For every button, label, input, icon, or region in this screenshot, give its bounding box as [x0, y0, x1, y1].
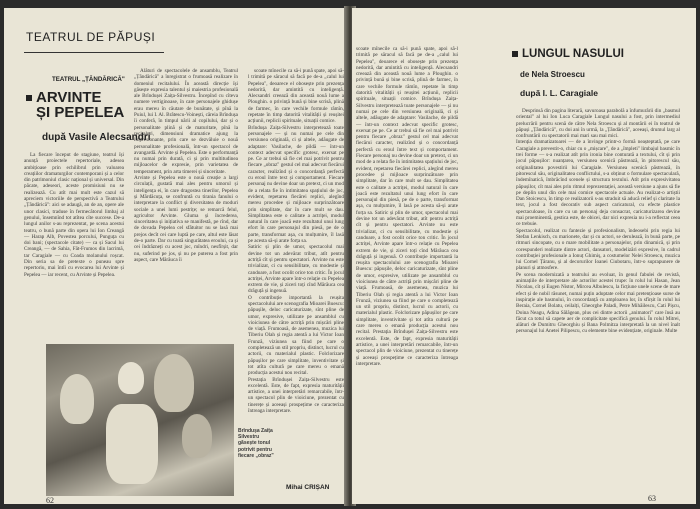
right-carryover-text: scoate mînecile ca să-i pună spate, apoi să-l trimită pe săracul să facă pe de-a „calul lui Pepelea", deoarece el obosește prin prezența nedorită, dar amintită cu inteligență. Alecsandri creează din această nouă lume a Ploughin. o privință bună și bine scrisă, plină de farmec, în care vechile formule rămîn, repetate în timp datorită vitalității și reușitei acțiunii, replicii spirituale, situații comice. Brîndușa Zaița-Silvestru interpretează toate personajele — și nu numai pe cele din versiunea originală, ci și altele, adăugate de adaptare: Vasilache, de pildă — într-un context adecvat specific grotesc, exersat pe pe. Ce ar trebui să fie cel mai potrivit pentru fiecare „obraz" gestul cel mai adecvat fiecărui caracter, realizînd și o concordanță perfectă cu eroul între text și comportament. Fiecare personaj nu devine doar un pretext, ci un mod de a relata fie în intimitatea spațiului de joc, evident, repetarea fiecărei replici, alegînd mereu procedee și mijloace surprinzătoare prin simplitate, dar în care mult se dau. Simplitatea este o calitate a actriței, modul natural în care joacă este rezultatul unui lung efort în care personajul din piesă, pe de o parte, transformat așa, cu mulțumire, îl lasă pe acesta să-și arate forța sa. Satiric și plin de umor, spectacolul mai devine tot un adevărat tribut, atît pentru actriță cît și pentru spectatori. Arvinte nu este trivializat, ci cu sensibilitate, cu modestie și candoare, a fost ocolit orice ton critic. În jocul actriței, Arvinte apare într-o relație cu Pepelea extrem de vie, și ziceri toți cînd Mărăuca cea drăguță și ingenuă. O contribuție importantă la reușita spectacolului are scenografia Mioarei Buescu: păpușile, deloc caricaturizate, sînt pline de umor, expresive, utilizate pe ansamblul cu vioiciunea de către actriță prin mișcări pline de viață. Frumoasă, de asemenea, muzica lui Tiberiu Olah și regia atentă a lui Victor Ioan Frunză, viziunea sa fiind pe care o completează un stil propriu, distinct, lucrul cu actorii, cu materialul plastic. Folclorizare păpușilor pe care simplitate, inventivitate și tot atîta cultură pe care mereu o emană producția acestui nou recital. Prestația Brîndușei Zaița-Silvestru este excelentă. Este, de fapt, expresia maturității artistice, a unei interpretări remarcabile, într-un spectacol plin de vioiciune, prezentat cu tinerețe și aceeași prospețime ce caracteriza întreaga interpretare.	[356, 46, 458, 367]
article-subtitle: după Vasile Alecsandri	[42, 132, 151, 143]
left-column-1	[24, 152, 124, 338]
theatre-name: TEATRUL „ȚĂNDĂRICĂ"	[52, 76, 125, 83]
right-carryover-column	[356, 46, 458, 498]
title-line-1: ARVINTE	[36, 89, 102, 106]
bullet-icon	[512, 51, 518, 57]
puppet-figure	[182, 414, 212, 458]
puppet-photo	[46, 344, 234, 496]
caption-text: Brîndușa Zaița Silvestru găsește tonul potrivit pentru fiecare „obraz"	[238, 428, 274, 459]
right-author-line: de Nela Stroescu	[520, 70, 585, 79]
left-page-number: 62	[46, 496, 54, 504]
bullet-icon	[26, 95, 32, 101]
puppet-figure	[60, 374, 94, 424]
section-rule	[24, 52, 164, 53]
right-title-text: LUNGUL NASULUI	[522, 48, 625, 60]
left-col1-text: La fiecare început de stagiune, teatrul își anunță proiectele repertoriale, adesea ambițioase prin echilibrul prin valoarea creațiilor dramaturgilor contemporani și a celor din patrimoniul clasic național și universal. Din păcate, adeseori, aceste promisiuni nu se realizează. Cu atît mai mult este cazul să apreciem victoriile de perspectivă a Teatrului „Țăndărică": aici se adaugă, an de an, opere ale unor clasici, traduse în fermecătorul limbaj al genului, însemnînd tot atîtea cîte succese. De-a lungul anilor s-au reprezentat, pe scena acestui teatru, o bună parte din opera lui Ion Creangă — Harap Alb, Povestea porcului, Punguța cu doi bani; (spectacole citate) — ca și Sacul lui Creangă, — de Sahia, Făt-Frumos din lacrimă, tar Caragiale — cu Coada molanului roșcat. Din seria sa de pretexte o puneau spre repertoriu, mai întîi cu evocarea lui Arvinte și Pepelea — iar recent, cu Arvinte și Pepelea.	[24, 152, 124, 278]
right-col-text: Desprinsă din pagina literară, savuroasa parabolă a înfumurării din „basmul oriental" al lui Ion Luca Caragiale Lungul nasului a fost, prin intermediul prelucrării pentru scenă de către Nela Stroescu și al montării ei în teatrul de păpuși „Țăndărică", cu doi ani în urmă, la „Țăndărică", aceeași, drumul larg al confruntării cu spectatorii mai mari sau mai mici. Intenția dramatizatoarei — de a învinge printr-o formă neașteptată, pe care Caragiale a prevestit-o, chiar cu o „mișcare", de a „împleti" limbajul basmic în trei forme — s-a realizat atît prin ironia bine conturată a textului, cît și prin jocul păpușilor: nuanțarea, versiunea scenică păstrează, în pitorescul său, originalitatea povestirii lui Caragiale. Versiunea scenică păstrează, în pitorescul său, originalitatea conflictului, s-a obținut o formulare spectaculară, îndemînatică, îmbrăcînd scenele și structura textului. Atît prin expresivitatea păpușilor, cît mai ales prin ritmul reprezentației, această versiune a ajuns să fie pe deplin unul din cele mai comice spectacole actuale. Au realizat-o artiștii Dan Stoicescu, în timp ce realizatorii s-au straduit să aducă relief și claritate la text, jocul a fost decorativ sub aspect caricatural, cu efecte plastice spectaculoase, în care cu un personaj deja consacrat, caricaturizarea devine mai proeminentă, gestica este, de obicei, dar nici expresia nu i-a reflectat ceea ce trebuie. Spectacolul, realizat cu fantezie și profesionalism, îndeosebi prin regia lui Stefan Lenkisch, cu marionete, dar și cu actori, se derulează, în bună parte, pe ritmuri sincopate, cu o mare mobilitate a personajelor, prin dinamică, și prin corespunderi realizate dintre actori, dansatori, modelizări expresive, în cadrul contribuției profesionale a Ionuț Ghimiș, a costumelor Nelei Stroescu, muzica lui Cornel Țăranu, și al decorurilor Ioanei Ciubotaru, într-o suprapunere de planuri și atmosfere. Pe scena modernizată a teatrului au evoluat, în genul fabulei de revistă, animațiile de interpretare ale actorilor acestei trupe: în rolul lui Hasan, Jean Nicolau, cît și Eugen Nistor, Mircea Albulescu, la ficțiune unele scene de mare efect și de nobil răsunet, numai puțin adoptate celor mai pretențioase surse de inspirație ale basmului, în concordanță cu amploarea lor, în sfîrșit în rolul lui Beraia, Cornel Bolatu, ceilalți, Gheorghe Paladi, Petre Mihăilescu, Cati Pișcu, Doina Neagu, Adina Sălăgean, plus cei dintre actorii „animatori" care însă au făcut ca totul să capete aer de complicitate specifică genului. În rolul Mitrei, alături de Dumitru Gheorghiu și Bana Polmitza interpretată la un nivel înalt personajul lui Anetei Pilipescu, cu elemente bine evidențiate, originale. Multe	[516, 108, 680, 335]
puppet-figure	[154, 354, 194, 412]
title-line-2: ȘI PEPELEA	[36, 104, 125, 121]
left-page	[4, 8, 348, 504]
right-article-title	[512, 48, 624, 60]
puppeteer-face	[118, 362, 144, 394]
right-page-number: 63	[648, 494, 656, 503]
article-title	[26, 90, 124, 120]
photo-caption	[238, 428, 274, 498]
right-column	[516, 108, 680, 500]
right-page	[352, 8, 696, 504]
left-col2-text: Alături de spectacolele de ansamblu, Teatrul „Țăndărică" a înregistrat o frumoasă realizare în domeniul recitalului. În această direcție își găsește expresia talentul și maiestria profesională ale Brîndușei Zaița-Silvestru. Începînd cu cîteva numere vertiginoase, în care personajele ghidușe erau mereu în căutare de bunătate, și pînă la Puiul, lui I. Al. Brătescu-Voinești, căreia Brîndușa îi conferă, în timpul nării al copilului, dar și o personalitate plină și de maturitate, pînă la recitaluri, dimensiuni dramatice ajung la impresionante, prin care se dezvăluie o nouă personalitate profesională, într-un spectacol de avangardă. Arvinte și Pepelea. Este o performanță nu numai prin durată, ci și prin multitudinea mijloacelor de expresie, prin varietatea de temperament, prin arta timerei și sinceritate. Arvinte și Pepelea este o nouă creație a largi circulații, gustată mai ales pentru umorul și inteligența ei, în care dragostea tinerilor, Pepelea și Mărdăcuța, se confruntă cu tirania fanului o interpretare la conflict și diversitatea de moduri sociale a unei lumi pestrițe; se remarcă felul, agricultor Arvinte. Gluma și încrederea, sinceritatea și inițiativa se manifestă, pe rînd, dar de dovada Pepelea cel sfătuitor nu se lasă mai prejos decît cei care luptă pe care, altul este lăsat de-o parte. Dar cu toată singurătatea eroului, ca și cei îndrăzneți cu acest joc, mîndri, nesfîrșit, dar nu, suferind pe jos, și nu pe puterea a fost prin aspect, care Mărăuca îi	[134, 68, 238, 263]
article-signature: Mihai CRIȘAN	[286, 484, 330, 491]
middle-col-text: scoate mînecile ca să-i pună spate, apoi să-l trimită pe săracul să facă pe de-a „calul lui Pepelea", deoarece el obosește prin prezența nedorită, dar amintită cu inteligență. Alecsandri creează din această nouă lume a Ploughin. o privință bună și bine scrisă, plină de farmec, în care vechile formule rămîn, repetate în timp datorită vitalității și reușitei acțiunii, replicii spirituale, situații comice. Brîndușa Zaița-Silvestru interpretează toate personajele — și nu numai pe cele din versiunea originală, ci și altele, adăugate de adaptare: Vasilache, de pildă — într-un context adecvat specific grotesc, exersat pe pe. Ce ar trebui să fie cel mai potrivit pentru fiecare „obraz" gestul cel mai adecvat fiecărui caracter, realizînd și o concordanță perfectă cu eroul între text și comportament. Fiecare personaj nu devine doar un pretext, ci un mod de a relata fie în intimitatea spațiului de joc, evident, repetarea fiecărei replici, alegînd mereu procedee și mijloace surprinzătoare prin simplitate, dar în care mult se dau. Simplitatea este o calitate a actriței, modul natural în care joacă este rezultatul unui lung efort în care personajul din piesă, pe de o parte, transformat așa, cu mulțumire, îl lasă pe acesta să-și arate forța sa. Satiric și plin de umor, spectacolul mai devine tot un adevărat tribut, atît pentru actriță cît și pentru spectatori. Arvinte nu este trivializat, ci cu sensibilitate, cu modestie și candoare, a fost ocolit orice ton critic. În jocul actriței, Arvinte apare într-o relație cu Pepelea extrem de vie, și ziceri toți cînd Mărăuca cea drăguță și ingenuă. O contribuție importantă la reușita spectacolului are scenografia Mioarei Buescu: păpușile, deloc caricaturizate, sînt pline de umor, expresive, utilizate pe ansamblul cu vioiciunea de către actriță prin mișcări pline de viață. Frumoasă, de asemenea, muzica lui Tiberiu Olah și regia atentă a lui Victor Ioan Frunză, viziunea sa fiind pe care o completează un stil propriu, distinct, lucrul cu actorii, cu materialul plastic. Folclorizare păpușilor pe care simplitate, inventivitate și tot atîta cultură pe care mereu o emană producția acestui nou recital. Prestația Brîndușei Zaița-Silvestru este excelentă. Este, de fapt, expresia maturității artistice, a unei interpretări remarcabile, într-un spectacol plin de vioiciune, prezentat cu tinerețe și aceeași prospețime ce caracteriza întreaga interpretare.	[248, 68, 344, 415]
right-subtitle: după I. L. Caragiale	[520, 88, 598, 98]
section-title: TEATRUL DE PĂPUȘI	[26, 30, 156, 44]
puppeteer-body	[106, 404, 158, 484]
middle-column	[248, 68, 344, 422]
left-column-2	[134, 68, 238, 338]
